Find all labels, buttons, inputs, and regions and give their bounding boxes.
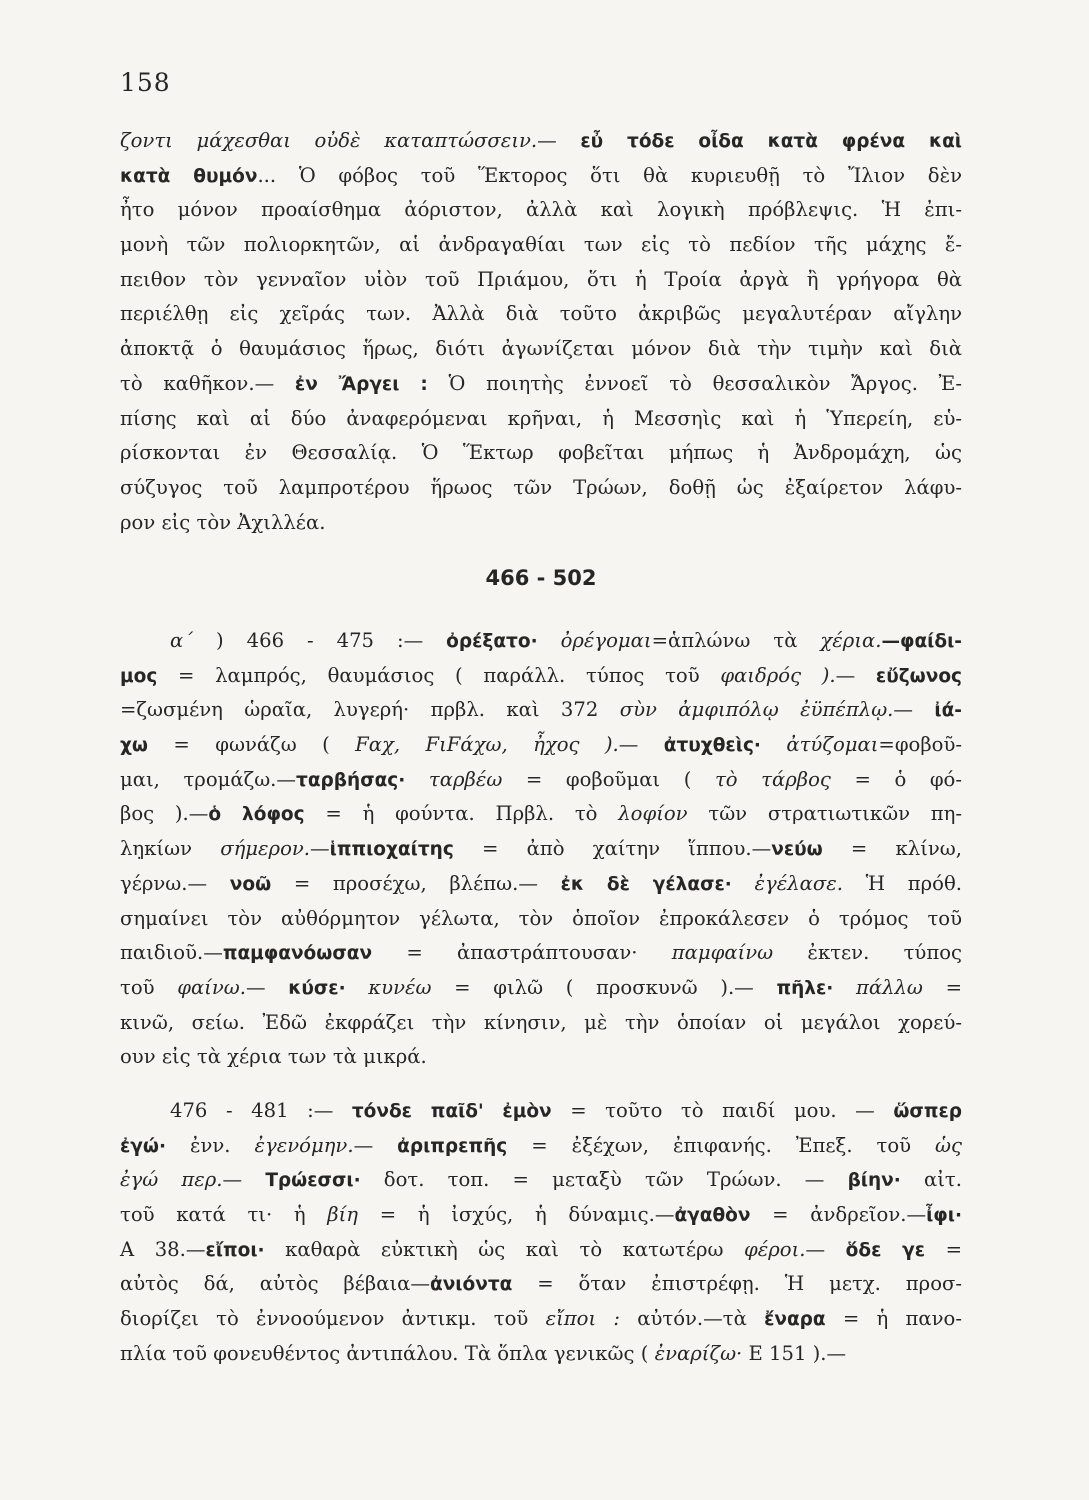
- lemma-term: τόνδε παῖδ' ἐμὸν: [351, 1101, 552, 1122]
- lemma-term: ἶφι·: [926, 1205, 962, 1227]
- text-line: [120, 1337, 962, 1372]
- lemma-term: ταρβήσας·: [296, 769, 406, 791]
- text-line: [120, 728, 962, 763]
- italic-term: ὀρέγομαι: [537, 629, 652, 652]
- lemma-term: νοῶ: [229, 873, 272, 895]
- text-segment: ἀποκτᾷ ὁ θαυμάσιος ἥρως, διότι ἀγωνίζεται μόνον διὰ τὴν τιμὴν καὶ διὰ: [120, 337, 962, 361]
- text-line: [120, 228, 962, 263]
- text-segment: καθαρὰ εὐκτικὴ ὡς καὶ τὸ κατωτέρω: [264, 1237, 745, 1261]
- text-line: [120, 471, 962, 506]
- italic-term: φαίνω.: [177, 975, 246, 999]
- text-line: [120, 367, 962, 402]
- text-segment: αὐτὸς δά, αὐτὸς βέβαια—: [120, 1272, 430, 1296]
- text-line: [120, 797, 962, 832]
- text-segment: Α 38.—: [120, 1237, 206, 1261]
- italic-term: ὡς: [935, 1133, 962, 1157]
- text-segment: =ἁπλώνω τὰ: [651, 629, 821, 652]
- text-segment: ) 466 - 475 :—: [193, 629, 447, 652]
- text-segment: —: [222, 1168, 266, 1192]
- lemma-term: εἴποι·: [205, 1239, 265, 1261]
- section-heading: 466 - 502: [485, 566, 597, 590]
- text-segment: τοῦ: [120, 975, 178, 999]
- text-line: [120, 159, 962, 194]
- text-line: [120, 624, 962, 659]
- text-segment: = ἀνδρεῖον.—: [750, 1203, 927, 1227]
- text-segment: = ἀπαστράπτουσαν·: [372, 941, 672, 965]
- text-line: [120, 1129, 962, 1164]
- text-line: [120, 659, 962, 694]
- italic-term: Fαχ, FιFάχω, ἦχος ).: [355, 733, 619, 757]
- text-segment: —: [618, 733, 664, 757]
- text-segment: γέρνω.—: [120, 871, 230, 895]
- lemma-term: —φαίδι-: [881, 631, 962, 652]
- italic-term: χέρια.: [820, 629, 882, 652]
- commentary-paragraph-3: [120, 1094, 962, 1372]
- text-segment: —: [246, 975, 289, 999]
- text-line: [120, 1163, 962, 1198]
- italic-term: ἐγέλασε.: [731, 871, 844, 895]
- text-segment: —: [805, 1237, 846, 1261]
- italic-term: ἀτύζομαι: [760, 733, 879, 757]
- text-segment: διορίζει τὸ ἐννοούμενον ἀντικμ. τοῦ: [120, 1307, 546, 1331]
- text-line: [120, 1006, 962, 1041]
- text-line: [120, 867, 962, 902]
- text-segment: ... Ὁ φόβος τοῦ Ἕκτορος ὅτι θὰ κυριευθῇ τὸ Ἴλιον δὲν: [257, 163, 962, 187]
- text-segment: = φωνάζω (: [148, 733, 356, 757]
- text-line: [120, 332, 962, 367]
- italic-term: φαιδρός ).: [720, 663, 836, 687]
- italic-term: εἴποι :: [545, 1307, 620, 1331]
- text-line: [120, 832, 962, 867]
- text-segment: = προσέχω, βλέπω.—: [271, 871, 561, 895]
- italic-term: ταρβέω: [405, 767, 503, 791]
- text-segment: —: [893, 698, 935, 722]
- text-segment: = ὅταν ἐπιστρέφῃ. Ἡ μετχ. προσ-: [512, 1272, 962, 1296]
- text-segment: —: [353, 1133, 398, 1157]
- lemma-term: βίην·: [847, 1170, 901, 1192]
- lemma-term: κατὰ θυμόν: [120, 165, 258, 187]
- text-segment: = ἡ ἰσχύς, ἡ δύναμις.—: [358, 1203, 675, 1227]
- lemma-term: ἐγώ·: [120, 1135, 167, 1157]
- text-segment: = φιλῶ ( προσκυνῶ ).—: [431, 975, 777, 999]
- lemma-term: ὅδε γε: [845, 1239, 926, 1261]
- text-segment: Ἡ πρόθ.: [843, 871, 962, 895]
- text-line: [120, 1040, 962, 1075]
- text-segment: πίσης καὶ αἱ δύο ἀναφερόμεναι κρῆναι, ἡ Μεσσηὶς καὶ ἡ Ὑπερείη, εὑ-: [120, 406, 962, 430]
- text-line: [120, 1267, 962, 1302]
- text-segment: δοτ. τοπ. = μεταξὺ τῶν Τρώων. —: [360, 1168, 848, 1192]
- text-segment: τὸ καθῆκον.—: [120, 371, 295, 395]
- text-line: [120, 763, 962, 798]
- text-segment: = τοῦτο τὸ παιδί μου. —: [551, 1099, 894, 1122]
- italic-term: α΄: [170, 629, 194, 652]
- commentary-paragraph-1: [120, 124, 962, 540]
- lemma-term: ὀρέξατο·: [446, 631, 538, 652]
- text-segment: παιδιοῦ.—: [120, 941, 223, 965]
- text-segment: σύζυγος τοῦ λαμπροτέρου ἥρωος τῶν Τρώων, δοθῇ ὡς ἐξαίρετον λάφυ-: [120, 475, 962, 499]
- text-segment: σημαίνει τὸν αὐθόρμητον γέλωτα, τὸν ὁποῖον ἐπροκάλεσεν ὁ τρόμος τοῦ: [120, 906, 962, 930]
- lemma-term: ὥσπερ: [893, 1101, 962, 1122]
- lemma-term: εὖ τόδε οἶδα κατὰ φρένα καὶ: [580, 131, 963, 152]
- text-segment: —: [835, 663, 876, 687]
- lemma-term: ἐκ δὲ γέλασε·: [560, 873, 732, 895]
- lemma-term: παμφανόωσαν: [222, 943, 373, 965]
- text-segment: —: [310, 837, 330, 861]
- text-segment: = ἐξέχων, ἐπιφανής. Ἐπεξ. τοῦ: [507, 1133, 936, 1157]
- text-segment: Ὁ ποιητὴς ἐννοεῖ τὸ θεσσαλικὸν Ἄργος. Ἐ-: [427, 371, 962, 395]
- text-segment: μαι, τρομάζω.—: [120, 767, 297, 791]
- text-line: [120, 436, 962, 471]
- lemma-term: ἀτυχθεὶς·: [663, 735, 761, 757]
- lemma-term: ἰά-: [934, 700, 962, 722]
- lemma-term: πῆλε·: [776, 977, 834, 999]
- italic-term: πάλλω: [833, 975, 923, 999]
- italic-term: ἐγενόμην.: [254, 1133, 354, 1157]
- text-segment: =ζωσμένη ὡραῖα, λυγερή· πρβλ. καὶ 372: [120, 698, 620, 722]
- commentary-paragraph-2: [120, 624, 962, 1075]
- lemma-term: ἔναρα: [764, 1309, 826, 1331]
- text-segment: κινῶ, σείω. Ἐδῶ ἐκφράζει τὴν κίνησιν, μὲ τὴν ὁποίαν οἱ μεγάλοι χορεύ-: [120, 1010, 962, 1034]
- italic-term: σήμερον.: [220, 837, 311, 861]
- text-segment: ουν εἰς τὰ χέρια των τὰ μικρά.: [120, 1045, 427, 1069]
- text-segment: =: [925, 1237, 963, 1261]
- text-segment: = κλίνω,: [822, 837, 963, 861]
- text-line: [120, 1233, 962, 1268]
- text-segment: τὰ: [722, 1307, 765, 1331]
- lemma-term: ἀνιόντα: [429, 1274, 513, 1296]
- text-segment: = ἡ φούντα. Πρβλ. τὸ: [304, 802, 619, 826]
- text-segment: αὐτόν.—: [619, 1307, 723, 1331]
- lemma-term: μος: [120, 665, 158, 687]
- text-segment: πειθον τὸν γενναῖον υἱὸν τοῦ Πριάμου, ὅτι ἡ Τροία ἀργὰ ἢ γρήγορα θὰ: [120, 267, 962, 291]
- lemma-term: κύσε·: [288, 977, 346, 999]
- text-segment: τοῦ κατά τι· ἡ: [120, 1203, 328, 1227]
- text-line: [120, 193, 962, 228]
- italic-term: φέροι.: [744, 1237, 806, 1261]
- text-segment: Ε 151 ).—: [742, 1341, 847, 1365]
- italic-term: ζοντι μάχεσθαι οὐδὲ καταπτώσσειν.—: [120, 129, 581, 152]
- text-segment: ρίσκονται ἐν Θεσσαλίᾳ. Ὁ Ἕκτωρ φοβεῖται μήπως ἡ Ἀνδρομάχη, ὡς: [120, 441, 962, 465]
- lemma-term: ἱππιοχαίτης: [329, 839, 454, 861]
- italic-term: τὸ τάρβος: [714, 767, 831, 791]
- text-segment: 476 - 481 :—: [170, 1099, 352, 1122]
- text-segment: αἰτ.: [900, 1168, 962, 1192]
- text-segment: τῶν στρατιωτικῶν πη-: [687, 802, 962, 826]
- italic-term: ἐναρίζω·: [654, 1341, 743, 1365]
- italic-term: παμφαίνω: [671, 941, 774, 965]
- text-segment: ρον εἰς τὸν Ἀχιλλέα.: [120, 510, 326, 534]
- text-segment: = λαμπρός, θαυμάσιος ( παράλλ. τύπος τοῦ: [157, 663, 721, 687]
- text-line: [120, 936, 962, 971]
- lemma-term: ἐν Ἄργει :: [294, 373, 428, 395]
- lemma-term: χω: [120, 735, 149, 757]
- text-line: [120, 1302, 962, 1337]
- text-segment: βος ).—: [120, 802, 209, 826]
- text-line: [120, 1198, 962, 1233]
- italic-term: λοφίον: [618, 802, 688, 826]
- lemma-term: ἀριπρεπῆς: [397, 1135, 508, 1157]
- lemma-term: εὔζωνος: [875, 665, 962, 687]
- text-line: [120, 693, 962, 728]
- italic-term: σὺν ἀμφιπόλῳ ἐϋπέπλῳ.: [619, 698, 894, 722]
- italic-term: ἐγώ περ.: [120, 1168, 223, 1192]
- text-segment: =φοβοῦ-: [878, 733, 962, 757]
- text-line: [120, 297, 962, 332]
- text-segment: = ὁ φό-: [830, 767, 962, 791]
- text-segment: ἐκτεν. τύπος: [773, 941, 962, 965]
- text-line: [120, 902, 962, 937]
- lemma-term: νεύω: [771, 839, 823, 861]
- text-line: [120, 402, 962, 437]
- text-line: [120, 506, 962, 541]
- lemma-term: ὁ λόφος: [208, 804, 305, 826]
- text-segment: = ἀπὸ χαίτην ἵππου.—: [453, 837, 772, 861]
- text-segment: λη̣κίων: [120, 837, 221, 861]
- text-segment: ἐνν.: [166, 1133, 255, 1157]
- text-segment: μονὴ τῶν πολιορκητῶν, αἱ ἀνδραγαθίαι των εἰς τὸ πεδίον τῆς μάχης ἔ-: [120, 233, 962, 257]
- lemma-term: Τρώεσσι·: [265, 1170, 361, 1192]
- italic-term: κυνέω: [345, 975, 432, 999]
- text-segment: περιέλθῃ εἰς χεῖράς των. Ἀλλὰ διὰ τοῦτο ἀκριβῶς μεγαλυτέραν αἴγλην: [120, 302, 962, 326]
- text-line: [120, 263, 962, 298]
- text-line: [120, 1094, 962, 1129]
- text-segment: = φοβοῦμαι (: [502, 767, 715, 791]
- text-segment: πλία τοῦ φονευθέντος ἀντιπάλου. Τὰ ὅπλα γενικῶς (: [120, 1341, 655, 1365]
- text-segment: =: [922, 975, 962, 999]
- text-line: [120, 971, 962, 1006]
- text-segment: ἦτο μόνον προαίσθημα ἀόριστον, ἀλλὰ καὶ λογικὴ πρόβλεψις. Ἡ ἐπι-: [120, 198, 962, 222]
- page-number: 158: [120, 68, 171, 97]
- italic-term: βίη: [327, 1203, 359, 1227]
- lemma-term: ἀγαθὸν: [674, 1205, 751, 1227]
- text-segment: = ἡ πανο-: [825, 1307, 962, 1331]
- text-line: [120, 124, 962, 159]
